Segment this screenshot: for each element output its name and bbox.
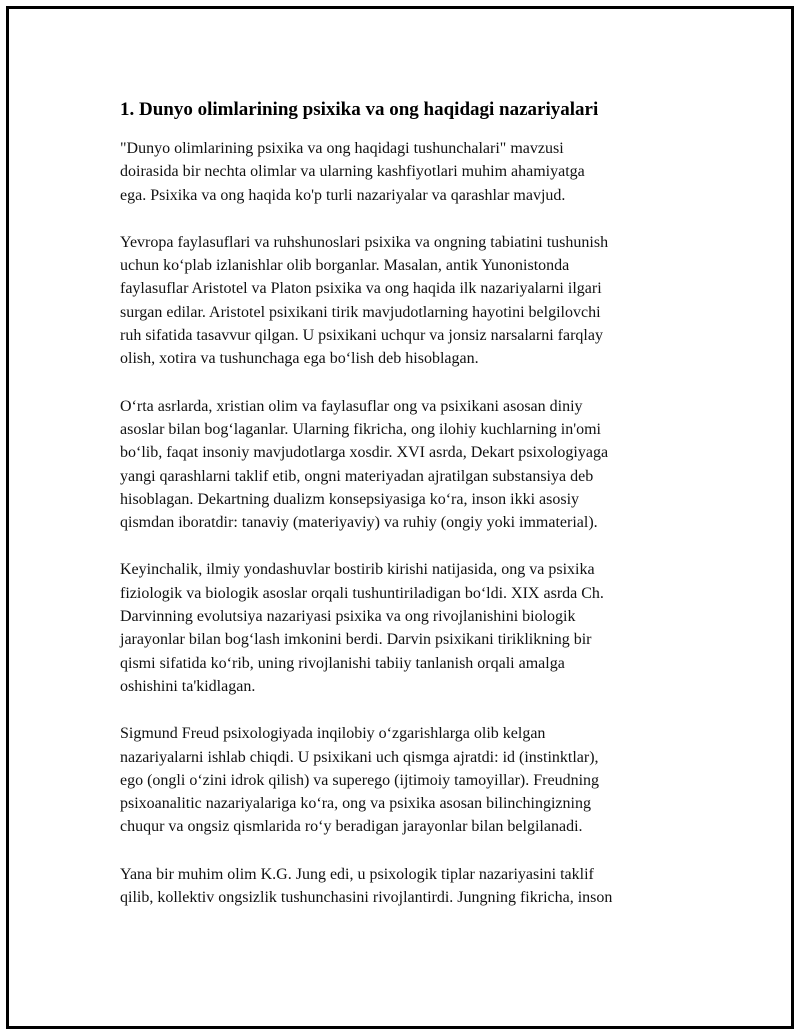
section-heading: 1. Dunyo olimlarining psixika va ong haqidagi nazariyalari [120, 99, 599, 120]
document-body [120, 97, 700, 933]
paragraph-freud: Sigmund Freud psixologiyada inqilobiy o‘zgarishlarga olib kelgan nazariyalarni ishlab chiqdi. U psixikani uch qismga ajratdi: id (instinktlar), ego (ongli o‘zini idrok qilish) va superego (ijtimoiy tamoyillar). Freudning psixoanalitic nazariyalariga ko‘ra, ong va psixika asosan bilinchingizning chuqur va ongsiz qismlarida ro‘y beradigan jarayonlar bilan belgilanadi. [120, 725, 600, 836]
paragraph-darwin: Keyinchalik, ilmiy yondashuvlar bostirib kirishi natijasida, ong va psixika fiziologik va biologik asoslar orqali tushuntiriladigan bo‘ldi. XIX asrda Ch. Darvinning evolutsiya nazariyasi psixika va ong rivojlanishini biologik jarayonlar bilan bog‘lash imkonini berdi. Darvin psixikani tiriklikning bir qismi sifatida ko‘rib, uning rivojlanishi tabiiy tanlanish orqali amalga oshishini ta'kidlagan. [120, 561, 604, 695]
paragraph-jung: Yana bir muhim olim K.G. Jung edi, u psixologik tiplar nazariyasini taklif qilib, kollektiv ongsizlik tushunchasini rivojlantirdi. Jungning fikricha, inson [120, 865, 613, 907]
page-frame [6, 6, 794, 1029]
paragraph-intro: "Dunyo olimlarining psixika va ong haqidagi tushunchalari" mavzusi doirasida bir nechta olimlar va ularning kashfiyotlari muhim ahamiyatga ega. Psixika va ong haqida ko'p turli nazariyalar va qarashlar mavjud. [120, 140, 585, 204]
paragraph-middle-ages: O‘rta asrlarda, xristian olim va faylasuflar ong va psixikani asosan diniy asoslar bilan bog‘laganlar. Ularning fikricha, ong ilohiy kuchlarning in'omi bo‘lib, faqat insoniy mavjudotlarga xosdir. XVI asrda, Dekart psixologiyaga yangi qarashlarni taklif etib, ongni materiyadan ajratilgan substansiya deb hisoblagan. Dekartning dualizm konsepsiyasiga ko‘ra, inson ikki asosiy qismdan iboratdir: tanaviy (materiyaviy) va ruhiy (ongiy yoki immaterial). [120, 397, 609, 532]
paragraph-antiquity: Yevropa faylasuflari va ruhshunoslari psixika va ongning tabiatini tushunish uchun ko‘plab izlanishlar olib borganlar. Masalan, antik Yunonistonda faylasuflar Aristotel va Platon psixika va ong haqida ilk nazariyalarni ilgari surgan edilar. Aristotel psixikani tirik mavjudotlarning hayotini belgilovchi ruh sifatida tasavvur qilgan. U psixikani uchqur va jonsiz narsalarni farqlay olish, xotira va tushunchaga ega bo‘lish deb hisoblagan. [120, 233, 609, 368]
